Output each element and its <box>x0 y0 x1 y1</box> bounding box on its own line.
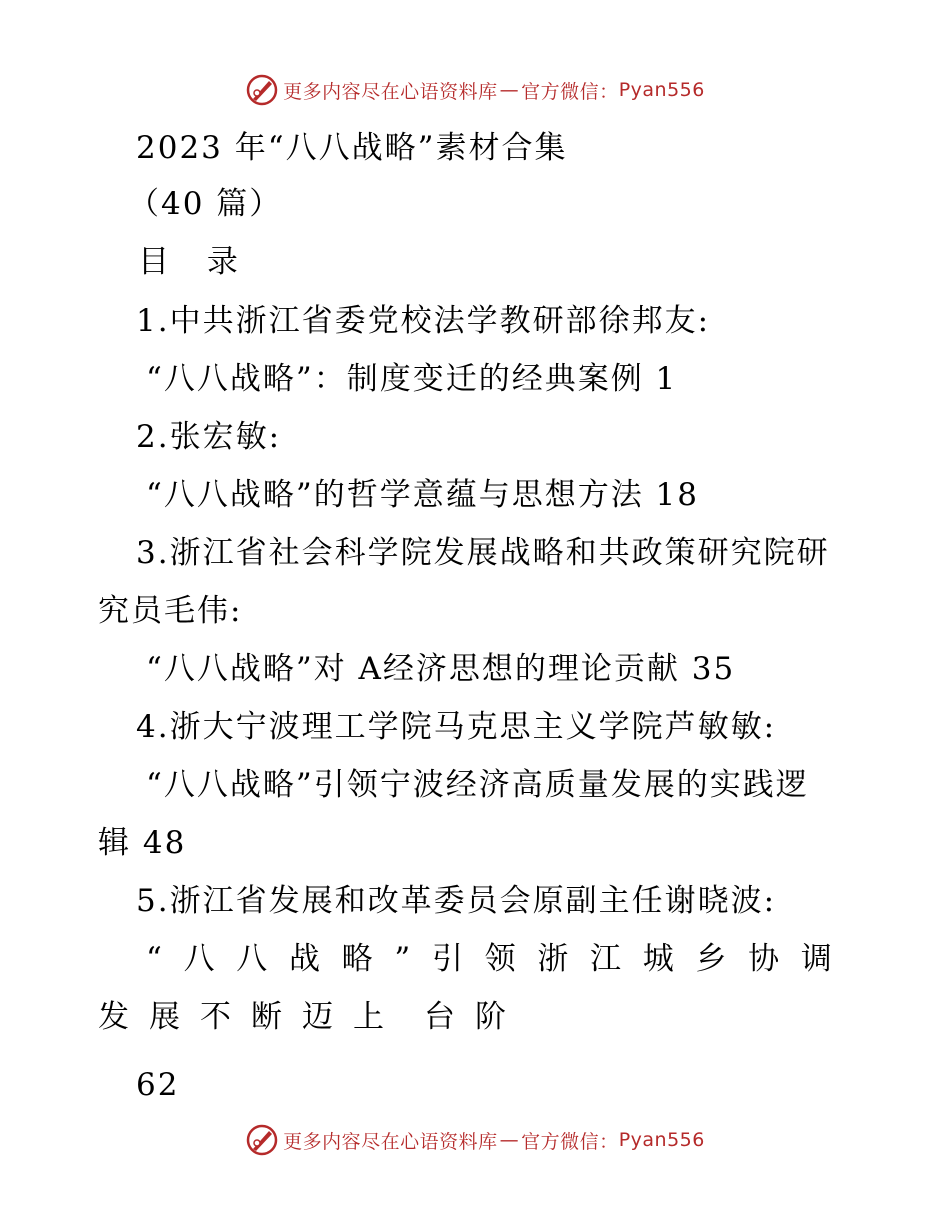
toc-entry-2-author: 2.张宏敏: <box>136 419 282 455</box>
toc-entry-3-title: “八八战略”对 A经济思想的理论贡献 35 <box>146 651 736 687</box>
watermark-text: 更多内容尽在心语资料库 <box>283 80 498 103</box>
watermark-account: Pyan556 <box>618 1129 705 1151</box>
char: 引 <box>431 941 463 977</box>
document-count: （40 篇） <box>128 186 283 222</box>
toc-entry-2-title: “八八战略”的哲学意蕴与思想方法 18 <box>146 477 699 513</box>
document-title: 2023 年“八八战略”素材合集 <box>136 130 568 166</box>
toc-entry-3-author-line2: 究员毛伟: <box>98 593 243 629</box>
char: 迈 <box>302 999 333 1035</box>
watermark-dash: — <box>499 79 520 101</box>
char: “ <box>146 941 162 977</box>
watermark-text: 更多内容尽在心语资料库 <box>283 1130 498 1153</box>
char: 江 <box>590 941 622 977</box>
char: 乡 <box>695 941 727 977</box>
char: 城 <box>642 941 674 977</box>
toc-entry-1-author: 1.中共浙江省委党校法学教研部徐邦友: <box>136 303 711 339</box>
toc-entry-3-author-line1: 3.浙江省社会科学院发展战略和共政策研究院研 <box>136 535 830 571</box>
watermark-account: Pyan556 <box>618 79 705 101</box>
char: 展 <box>149 999 180 1035</box>
char: 略 <box>341 941 373 977</box>
watermark-official: 官方微信： <box>521 80 619 103</box>
char: 上 <box>353 999 384 1035</box>
char: 战 <box>288 941 320 977</box>
char: 断 <box>251 999 282 1035</box>
toc-entry-5-title-line2 <box>98 997 506 1037</box>
toc-entry-4-title-line1: “八八战略”引领宁波经济高质量发展的实践逻 <box>146 767 809 803</box>
watermark-dash: — <box>499 1129 520 1151</box>
char: ” <box>394 941 411 977</box>
toc-entry-5-page: 62 <box>136 1067 180 1103</box>
char: 浙 <box>537 941 569 977</box>
watermark-banner-top <box>0 70 950 110</box>
watermark-banner-bottom <box>0 1120 950 1160</box>
toc-entry-1-title: “八八战略”：制度变迁的经典案例 1 <box>146 361 678 397</box>
char: 协 <box>748 941 780 977</box>
char: 阶 <box>475 999 506 1035</box>
char: 八 <box>183 941 215 977</box>
toc-entry-4-author: 4.浙大宁波理工学院马克思主义学院芦敏敏: <box>136 709 777 745</box>
toc-entry-5-title-line1 <box>146 939 832 979</box>
watermark-official: 官方微信： <box>521 1130 619 1153</box>
toc-heading: 目 录 <box>138 244 252 280</box>
char: 八 <box>236 941 268 977</box>
toc-entry-4-title-line2: 辑 48 <box>98 825 187 861</box>
quill-pen-logo-icon <box>245 73 279 107</box>
quill-pen-logo-icon <box>245 1123 279 1157</box>
char: 调 <box>800 941 832 977</box>
toc-entry-5-author: 5.浙江省发展和改革委员会原副主任谢晓波: <box>136 883 777 919</box>
char: 领 <box>484 941 516 977</box>
char: 不 <box>200 999 231 1035</box>
char: 台 <box>424 999 455 1035</box>
char: 发 <box>98 999 129 1035</box>
